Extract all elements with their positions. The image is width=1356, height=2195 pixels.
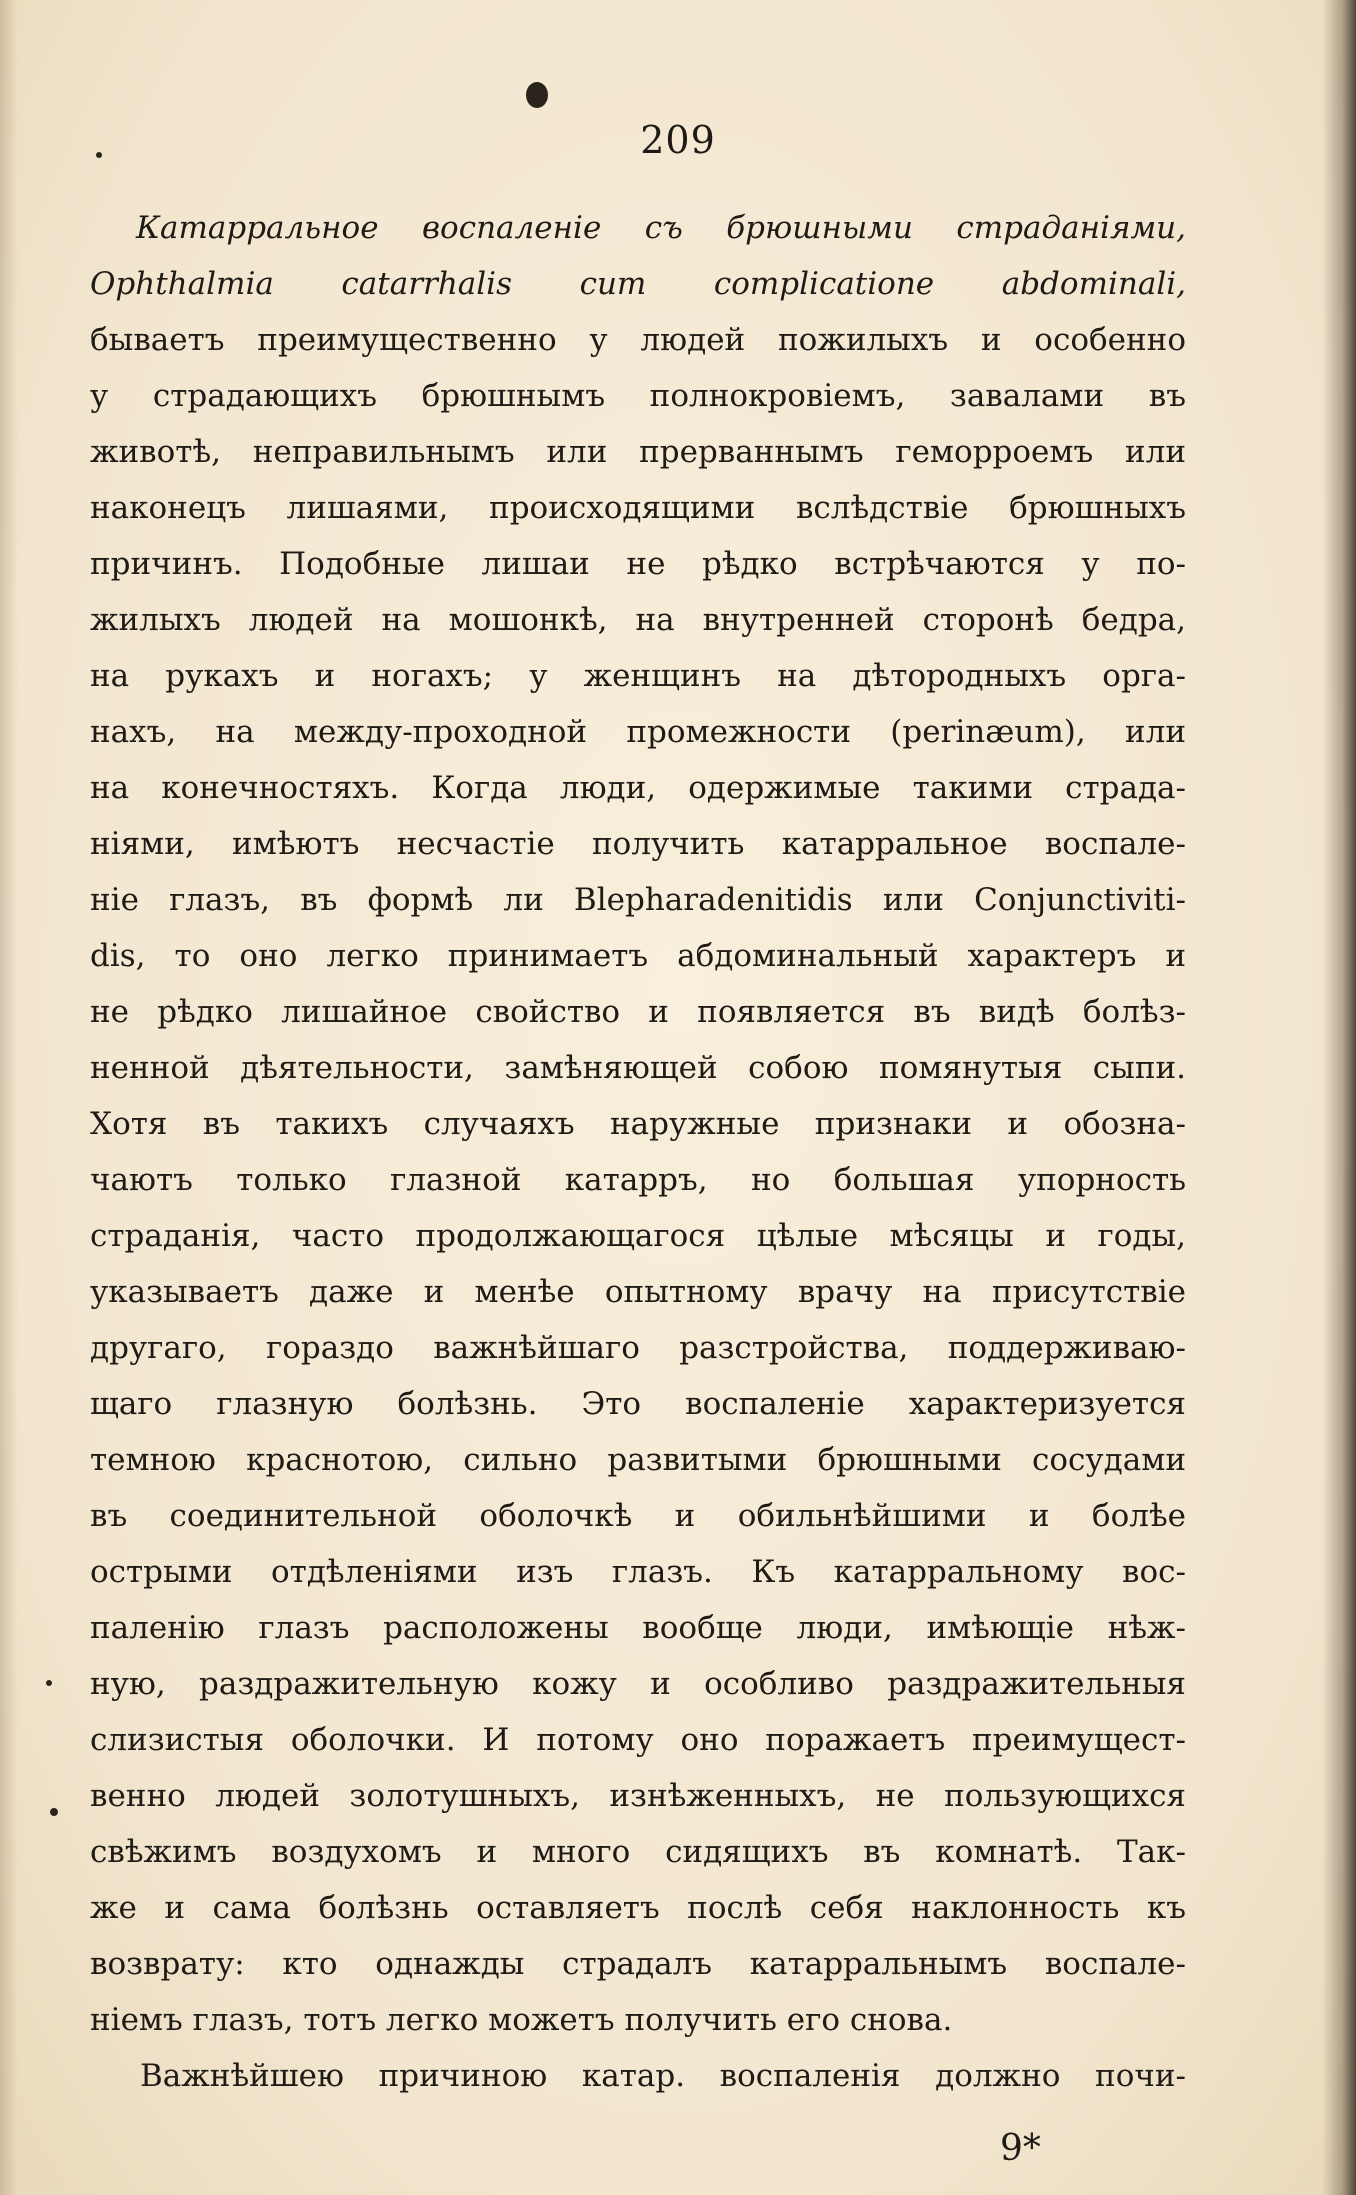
body-text bbox=[90, 200, 1186, 2104]
text-line: щаго глазную болѣзнь. Это воспаленіе характеризуется bbox=[90, 1386, 1186, 1422]
text-line: бываетъ преимущественно у людей пожилыхъ и особенно bbox=[90, 322, 1186, 358]
text-line: ніе глазъ, въ формѣ ли Blepharadenitidis или Conjunctiviti- bbox=[90, 882, 1186, 918]
text-line: ніями, имѣютъ несчастіе получить катарральное воспале- bbox=[90, 826, 1186, 862]
text-line: указываетъ даже и менѣе опытному врачу на присутствіе bbox=[90, 1274, 1186, 1310]
text-line: Ophthalmia catarrhalis cum complicatione abdominali, bbox=[90, 266, 1186, 302]
text-line: темною краснотою, сильно развитыми брюшными сосудами bbox=[90, 1442, 1186, 1478]
text-line: не рѣдко лишайное свойство и появляется въ видѣ болѣз- bbox=[90, 994, 1186, 1030]
text-line: ніемъ глазъ, тотъ легко можетъ получить его снова. bbox=[90, 2002, 953, 2038]
page-binding-shadow bbox=[1322, 0, 1356, 2195]
text-line: причинъ. Подобные лишаи не рѣдко встрѣчаются у по- bbox=[90, 546, 1186, 582]
text-line: нахъ, на между-проходной промежности (perinæum), или bbox=[90, 714, 1186, 750]
scan-speck bbox=[50, 1808, 58, 1816]
text-line: страданія, часто продолжающагося цѣлые мѣсяцы и годы, bbox=[90, 1218, 1186, 1254]
text-line: животѣ, неправильнымъ или прерваннымъ геморроемъ или bbox=[90, 434, 1186, 470]
text-line: въ соединительной оболочкѣ и обильнѣйшими и болѣе bbox=[90, 1498, 1186, 1534]
text-line: свѣжимъ воздухомъ и много сидящихъ въ комнатѣ. Так- bbox=[90, 1834, 1186, 1870]
text-line: венно людей золотушныхъ, изнѣженныхъ, не пользующихся bbox=[90, 1778, 1186, 1814]
text-line: слизистыя оболочки. И потому оно поражаетъ преимущест- bbox=[90, 1722, 1186, 1758]
text-line: Хотя въ такихъ случаяхъ наружные признаки и обозна- bbox=[90, 1106, 1186, 1142]
text-line: у страдающихъ брюшнымъ полнокровіемъ, завалами въ bbox=[90, 378, 1186, 414]
text-line: dis, то оно легко принимаетъ абдоминальный характеръ и bbox=[90, 938, 1186, 974]
text-line: возврату: кто однажды страдалъ катарральнымъ воспале- bbox=[90, 1946, 1186, 1982]
text-line: острыми отдѣленіями изъ глазъ. Къ катарральному вос- bbox=[90, 1554, 1186, 1590]
text-line: паленію глазъ расположены вообще люди, имѣющіе нѣж- bbox=[90, 1610, 1186, 1646]
signature-mark: 9* bbox=[1000, 2128, 1041, 2169]
text-line: наконецъ лишаями, происходящими вслѣдствіе брюшныхъ bbox=[90, 490, 1186, 526]
text-line: Катарральное воспаленіе съ брюшными страданіями, bbox=[136, 210, 1186, 246]
page-number: 209 bbox=[640, 118, 716, 162]
scan-speck bbox=[46, 1680, 52, 1686]
text-line: ненной дѣятельности, замѣняющей собою помянутыя сыпи. bbox=[90, 1050, 1186, 1086]
text-line: на рукахъ и ногахъ; у женщинъ на дѣтородныхъ орга- bbox=[90, 658, 1186, 694]
text-line: чаютъ только глазной катарръ, но большая упорность bbox=[90, 1162, 1186, 1198]
text-line: другаго, гораздо важнѣйшаго разстройства, поддерживаю- bbox=[90, 1330, 1186, 1366]
text-line: ную, раздражительную кожу и особливо раздражительныя bbox=[90, 1666, 1186, 1702]
page-left-edge bbox=[0, 0, 18, 2195]
text-line: же и сама болѣзнь оставляетъ послѣ себя наклонность къ bbox=[90, 1890, 1186, 1926]
text-line: Важнѣйшею причиною катар. воспаленія должно почи- bbox=[140, 2058, 1186, 2094]
scan-speck bbox=[526, 82, 548, 108]
text-line: на конечностяхъ. Когда люди, одержимые такими страда- bbox=[90, 770, 1186, 806]
text-line: жилыхъ людей на мошонкѣ, на внутренней сторонѣ бедра, bbox=[90, 602, 1186, 638]
